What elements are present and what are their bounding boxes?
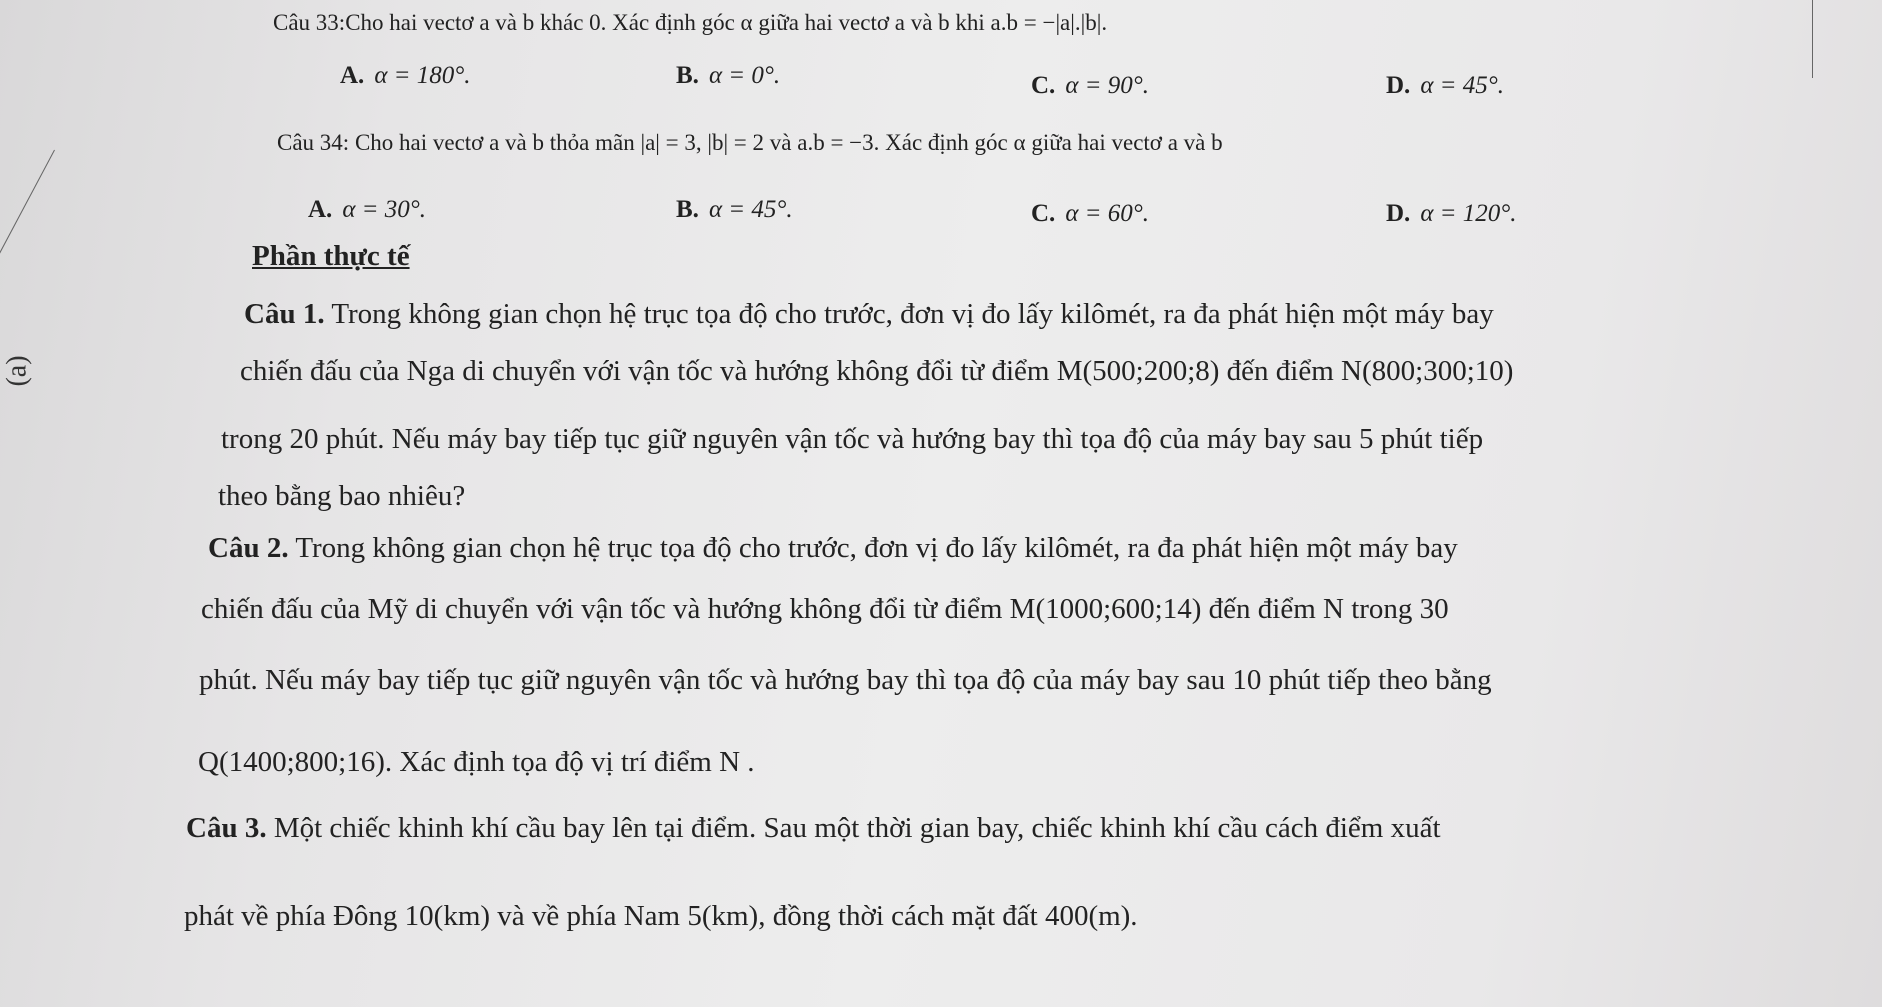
c3-line-2: phát về phía Đông 10(km) và về phía Nam 5(km), đồng thời cách mặt đất 400(m). <box>184 900 1138 932</box>
c3-label: Câu 3. <box>186 812 267 844</box>
option-text: α = 120°. <box>1420 200 1517 227</box>
option-text: α = 45°. <box>1420 72 1505 99</box>
c1-line-3: trong 20 phút. Nếu máy bay tiếp tục giữ nguyên vận tốc và hướng bay thì tọa độ của máy bay sau 5 phút tiếp <box>221 423 1484 455</box>
q34-option-a <box>308 196 426 224</box>
option-label: D. <box>1386 200 1411 227</box>
option-label: A. <box>308 196 333 223</box>
c2-line-3: phút. Nếu máy bay tiếp tục giữ nguyên vận tốc và hướng bay thì tọa độ của máy bay sau 10 phút tiếp theo bằng <box>199 664 1492 696</box>
q33-option-a <box>340 62 471 90</box>
option-text: α = 90°. <box>1065 72 1150 99</box>
c1-line-4: theo bằng bao nhiêu? <box>218 480 466 512</box>
option-text: α = 30°. <box>342 196 427 223</box>
option-label: B. <box>676 196 699 223</box>
q34-option-c <box>1031 200 1149 228</box>
option-text: α = 45°. <box>708 196 793 223</box>
page-edge-right <box>1812 0 1813 78</box>
c1-label: Câu 1. <box>244 298 325 330</box>
c2-label: Câu 2. <box>208 532 289 564</box>
option-text: α = 60°. <box>1065 200 1150 227</box>
page-edge-left <box>0 150 55 292</box>
option-text: α = 0°. <box>708 62 781 89</box>
q34-option-d <box>1386 200 1517 228</box>
c2-line-2: chiến đấu của Mỹ di chuyển với vận tốc và hướng không đổi từ điểm M(1000;600;14) đến điểm N trong 30 <box>201 593 1449 625</box>
option-text: α = 180°. <box>374 62 471 89</box>
c2-text-1: Trong không gian chọn hệ trục tọa độ cho trước, đơn vị đo lấy kilômét, ra đa phát hiện một máy bay <box>295 532 1458 564</box>
option-label: A. <box>340 62 365 89</box>
q33-text: Câu 33:Cho hai vectơ a và b khác 0. Xác định góc α giữa hai vectơ a và b khi a.b = −|a|.|b|. <box>273 10 1108 35</box>
c2-line-1 <box>208 532 1458 565</box>
c1-line-1 <box>244 298 1494 331</box>
option-label: C. <box>1031 72 1056 99</box>
c1-text-1: Trong không gian chọn hệ trục tọa độ cho trước, đơn vị đo lấy kilômét, ra đa phát hiện một máy bay <box>331 298 1494 330</box>
c3-text-1: Một chiếc khinh khí cầu bay lên tại điểm. Sau một thời gian bay, chiếc khinh khí cầu cách điểm xuất <box>273 812 1441 844</box>
option-label: C. <box>1031 200 1056 227</box>
option-label: B. <box>676 62 699 89</box>
c3-line-1 <box>186 812 1441 845</box>
q33-option-c <box>1031 72 1149 100</box>
q34-text: Câu 34: Cho hai vectơ a và b thỏa mãn |a| = 3, |b| = 2 và a.b = −3. Xác định góc α giữa hai vectơ a và b <box>277 130 1223 155</box>
q34-option-b <box>676 196 793 224</box>
side-mark: (a) <box>1 355 33 387</box>
c1-line-2: chiến đấu của Nga di chuyển với vận tốc và hướng không đổi từ điểm M(500;200;8) đến điểm N(800;300;10) <box>240 355 1514 387</box>
option-label: D. <box>1386 72 1411 99</box>
section-title: Phần thực tế <box>252 240 410 272</box>
q33-option-d <box>1386 72 1504 100</box>
q33-option-b <box>676 62 780 90</box>
c2-line-4: Q(1400;800;16). Xác định tọa độ vị trí điểm N . <box>198 746 755 778</box>
